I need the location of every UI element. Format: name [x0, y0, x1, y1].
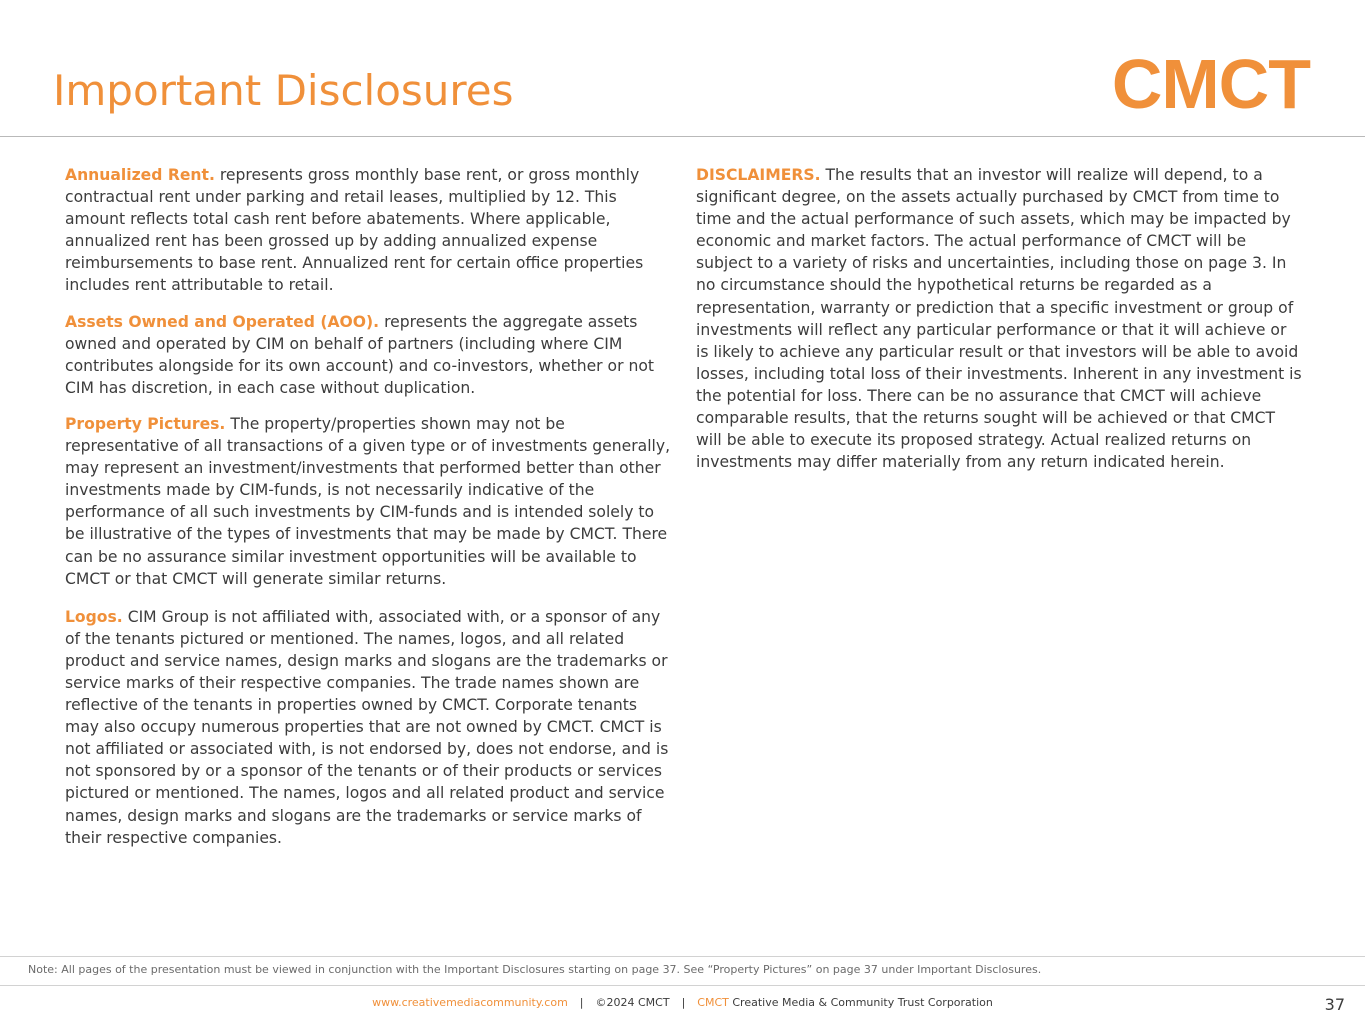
term-disclaimers: DISCLAIMERS.: [696, 166, 821, 184]
disclosure-disclaimers: [696, 164, 1302, 473]
header-divider: [0, 136, 1365, 137]
footer-separator: |: [579, 996, 584, 1009]
website-link[interactable]: www.creativemediacommunity.com: [372, 996, 568, 1009]
definition-aoo: represents the aggregate assets owned and operated by CIM on behalf of partners (including where CIM contributes alongside for its own account) and co-investors, whether or not CIM has discretion, in each case without duplication.: [65, 312, 654, 397]
disclosure-property-pictures: [65, 413, 673, 590]
disclosure-logos: [65, 606, 673, 849]
company-name: Creative Media & Community Trust Corporation: [728, 996, 993, 1009]
note-divider: [0, 956, 1365, 957]
footer-divider: [0, 985, 1365, 986]
copyright: ©2024 CMCT: [595, 996, 670, 1009]
definition-property-pictures: The property/properties shown may not be representative of all transactions of a given type or of investments generally, may represent an investment/investments that performed better than other investments made by CIM-funds, is not necessarily indicative of the performance of all such investments by CIM-funds and is intended solely to be illustrative of the types of investments that may be made by CMCT. There can be no assurance similar investment opportunities will be available to CMCT or that CMCT will generate similar returns.: [65, 414, 671, 588]
footnote: Note: All pages of the presentation must be viewed in conjunction with the Important Disclosures starting on page 37. See “Property Pictures” on page 37 under Important Disclosures.: [28, 963, 1042, 976]
term-property-pictures: Property Pictures.: [65, 414, 226, 433]
definition-annualized-rent: represents gross monthly base rent, or gross monthly contractual rent under parking and retail leases, multiplied by 12. This amount reflects total cash rent before abatements. Where applicable, annualized rent has been grossed up by adding annualized expense reimbursements to base rent. Annualized rent for certain office properties includes rent attributable to retail.: [65, 166, 644, 295]
left-column: [65, 164, 673, 863]
disclosure-aoo: [65, 311, 673, 399]
cmct-logo: CMCT: [1111, 45, 1310, 123]
definition-disclaimers: The results that an investor will realize will depend, to a significant degree, on the assets actually purchased by CMCT from time to time and the actual performance of such assets, which may be impacted by economic and market factors. The actual performance of CMCT will be subject to a variety of risks and uncertainties, including those on page 3. In no circumstance should the hypothetical returns be regarded as a representation, warranty or prediction that a specific investment or group of investments will reflect any particular performance or that it will achieve or is likely to achieve any particular result or that investors will be able to avoid losses, including total loss of their investments. Inherent in any investment is the potential for loss. There can be no assurance that CMCT will achieve comparable results, that the returns sought will be achieved or that CMCT will be able to execute its proposed strategy. Actual realized returns on investments may differ materially from any return indicated herein.: [696, 166, 1302, 472]
page-title: Important Disclosures: [53, 66, 514, 115]
term-logos: Logos.: [65, 607, 123, 626]
footer-brand: CMCT: [697, 996, 729, 1009]
footer-separator: |: [681, 996, 686, 1009]
term-annualized-rent: Annualized Rent.: [65, 166, 215, 184]
disclosure-annualized-rent: [65, 164, 673, 297]
footer: [0, 996, 1365, 1009]
page-number: 37: [1324, 995, 1345, 1014]
term-aoo: Assets Owned and Operated (AOO).: [65, 312, 380, 331]
right-column: [696, 164, 1302, 487]
definition-logos: CIM Group is not affiliated with, associated with, or a sponsor of any of the tenants pictured or mentioned. The names, logos, and all related product and service names, design marks and slogans are the trademarks or service marks of their respective companies. The trade names shown are reflective of the tenants in properties owned by CMCT. Corporate tenants may also occupy numerous properties that are not owned by CMCT. CMCT is not affiliated or associated with, is not endorsed by, does not endorse, and is not sponsored by or a sponsor of the tenants or of their products or services pictured or mentioned. The names, logos and all related product and service names, design marks and slogans are the trademarks or service marks of their respective companies.: [65, 607, 669, 847]
